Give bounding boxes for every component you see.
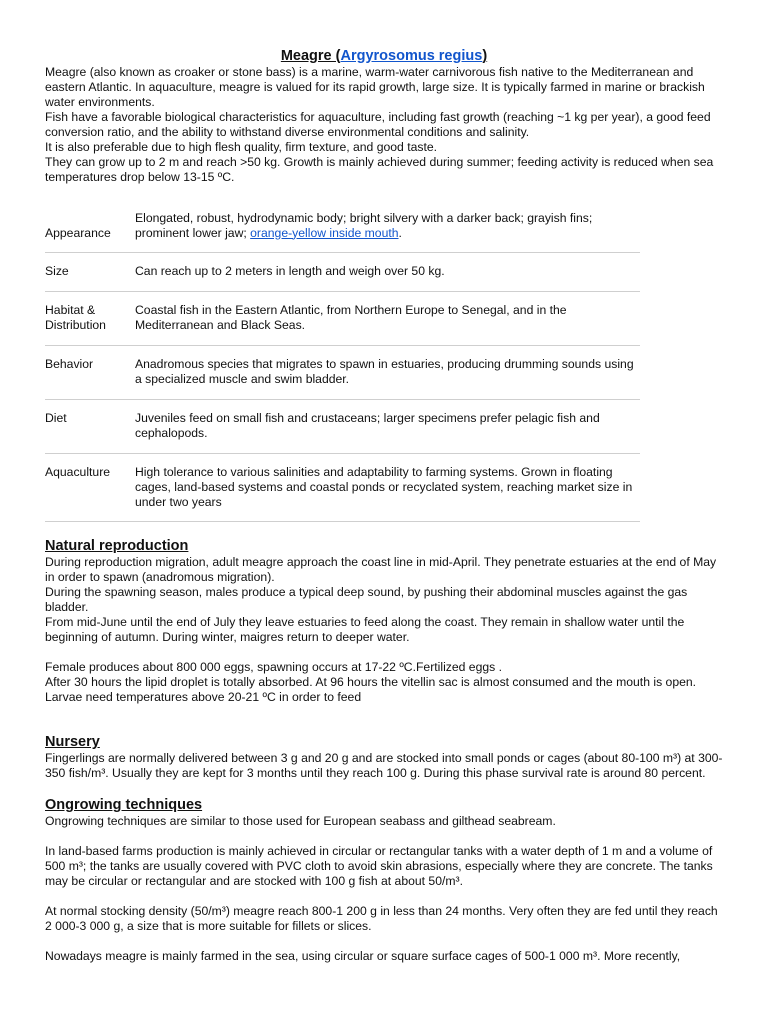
intro-section	[45, 65, 725, 185]
natural-reproduction-heading: Natural reproduction	[45, 538, 189, 554]
natural-reproduction-section	[45, 555, 725, 705]
title-suffix: )	[482, 48, 488, 64]
intro-paragraph-3: It is also preferable due to high flesh quality, firm texture, and good taste.	[45, 140, 438, 154]
intro-paragraph-2: Fish have a favorable biological characteristics for aquaculture, including fast growth (reaching ~1 kg per year), a good feed conversion ratio, and the ability to withstand diverse environmental conditions and salinity.	[45, 110, 711, 139]
title-prefix: Meagre (	[280, 48, 341, 64]
paragraph: During the spawning season, males produce a typical deep sound, by pushing their abdominal muscles against the gas bladder.	[45, 585, 688, 614]
table-row-behavior	[45, 345, 640, 399]
intro-paragraph-1: Meagre (also known as croaker or stone bass) is a marine, warm-water carnivorous fish native to the Mediterranean and eastern Atlantic. In aquaculture, meagre is valued for its rapid growth, large size. It is typically farmed in marine or brackish water environments.	[45, 65, 705, 109]
nursery-section	[45, 751, 725, 781]
ongrowing-section	[45, 814, 725, 964]
paragraph: During reproduction migration, adult meagre approach the coast line in mid-April. They penetrate estuaries at the end of May in order to spawn (anadromous migration).	[45, 555, 717, 584]
appearance-end: .	[398, 225, 402, 240]
paragraph: Fingerlings are normally delivered between 3 g and 20 g and are stocked into small ponds or cages (about 80-100 m³) at 300-350 fish/m³. Usually they are kept for 3 months until they reach 100 g. During this phase survival rate is around 80 percent.	[45, 751, 723, 780]
species-link[interactable]: Argyrosomus regius	[340, 48, 483, 64]
table-row-aquaculture	[45, 453, 640, 521]
paragraph: After 30 hours the lipid droplet is totally absorbed. At 96 hours the vitellin sac is almost consumed and the mouth is open.	[45, 675, 697, 689]
row-label: Size	[45, 264, 69, 278]
paragraph: From mid-June until the end of July they leave estuaries to feed along the coast. They remain in shallow water until the beginning of autumn. During winter, maigres return to deeper water.	[45, 615, 685, 644]
table-row-diet	[45, 399, 640, 453]
table-row-size	[45, 252, 640, 291]
appearance-text: Elongated, robust, hydrodynamic body; bright silvery with a darker back; grayish fins; prominent lower jaw;	[135, 210, 593, 240]
row-value: High tolerance to various salinities and adaptability to farming systems. Grown in floating cages, land-based systems and coastal ponds or recyclated system, reaching market size in under two years	[135, 464, 633, 509]
page-title	[0, 48, 768, 64]
mouth-link[interactable]: orange-yellow inside mouth	[250, 225, 399, 240]
row-value: Coastal fish in the Eastern Atlantic, from Northern Europe to Senegal, and in the Mediterranean and Black Seas.	[135, 303, 567, 332]
row-label: Behavior	[45, 356, 94, 371]
paragraph: Larvae need temperatures above 20-21 ºC in order to feed	[45, 690, 362, 704]
ongrowing-heading: Ongrowing techniques	[45, 797, 203, 813]
row-label: Diet	[45, 410, 67, 425]
row-label: Habitat & Distribution	[45, 303, 106, 332]
table-row-habitat	[45, 291, 640, 345]
row-label: Aquaculture	[45, 464, 111, 479]
paragraph: Ongrowing techniques are similar to those used for European seabass and gilthead seabream.	[45, 814, 556, 828]
table-row-appearance	[45, 199, 640, 252]
characteristics-table	[45, 199, 640, 522]
row-value: Juveniles feed on small fish and crustaceans; larger specimens prefer pelagic fish and cephalopods.	[135, 411, 600, 440]
paragraph: Female produces about 800 000 eggs, spawning occurs at 17-22 ºC.Fertilized eggs .	[45, 660, 503, 674]
paragraph: At normal stocking density (50/m³) meagre reach 800-1 200 g in less than 24 months. Very often they are fed until they reach 2 000-3 000 g, a size that is more suitable for fillets or slices.	[45, 904, 718, 933]
intro-paragraph-4: They can grow up to 2 m and reach >50 kg. Growth is mainly achieved during summer; feeding activity is reduced when sea temperatures drop below 13-15 ºC.	[45, 155, 714, 184]
row-value	[135, 199, 640, 252]
row-value: Anadromous species that migrates to spawn in estuaries, producing drumming sounds using a specialized muscle and swim bladder.	[135, 357, 634, 386]
row-value: Can reach up to 2 meters in length and weigh over 50 kg.	[135, 264, 445, 278]
row-label: Appearance	[45, 225, 111, 240]
nursery-heading: Nursery	[45, 734, 100, 750]
paragraph: In land-based farms production is mainly achieved in circular or rectangular tanks with a water depth of 1 m and a volume of 500 m³; the tanks are usually covered with PVC cloth to avoid skin abrasions, especially where they are concrete. The tanks may be circular or rectangular and are stocked with 100 g fish at about 50/m³.	[45, 844, 713, 888]
paragraph: Nowadays meagre is mainly farmed in the sea, using circular or square surface cages of 500-1 000 m³. More recently,	[45, 949, 681, 963]
